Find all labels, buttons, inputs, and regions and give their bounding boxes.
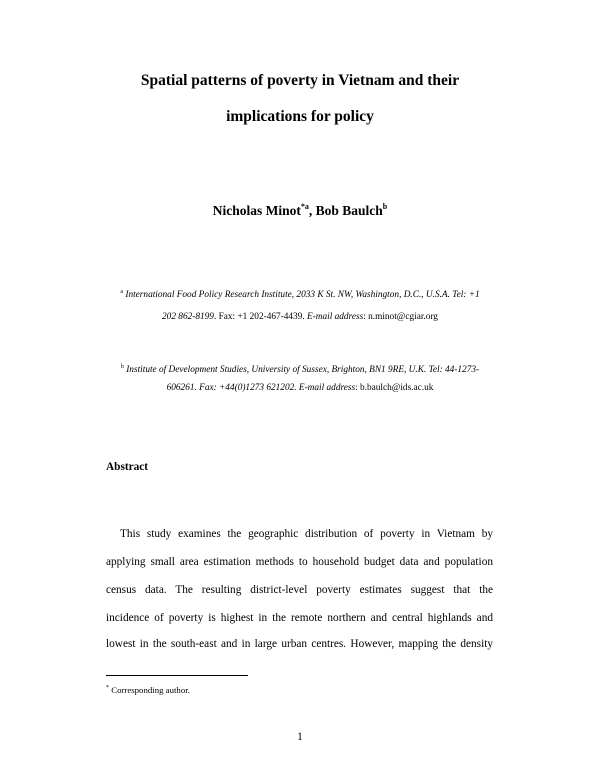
affiliation-b-line-2 [0,382,600,394]
fax-text: . Fax: +1 202-467-4439. [213,312,307,322]
footnote-divider [106,675,248,676]
affiliation-text: International Food Policy Research Institute, 2033 K St. NW, Washington, D.C., U.S.A. Tel: +1 [125,290,480,300]
abstract-line: This study examines the geographic distribution of poverty in Vietnam by [120,528,493,540]
email-address: : n.minot@cgiar.org [363,312,438,322]
author-separator: , [308,203,316,218]
abstract-line: applying small area estimation methods to household budget data and population [106,556,493,568]
footnote-marker: * [106,685,109,691]
abstract-line: incidence of poverty is highest in the remote northern and central highlands and [106,612,493,624]
abstract-heading: Abstract [106,461,149,473]
author-list [0,198,600,220]
abstract-line: lowest in the south-east and in large urban centres. However, mapping the density [106,638,493,650]
author-marker: b [382,202,388,211]
paper-title-line-2: implications for policy [226,108,374,125]
email-address: : b.baulch@ids.ac.uk [355,383,434,393]
affiliation-marker: b [120,364,124,370]
affiliation-a-line-1 [0,286,600,301]
author-name: Nicholas Minot [212,203,301,218]
contact-text: 606261. Fax: +44(0)1273 621202. E-mail address [166,383,356,393]
affiliation-marker: a [120,289,124,295]
page-number: 1 [297,731,303,743]
phone-number: 202 862-8199 [162,312,214,322]
footnote-text: Corresponding author. [109,685,190,695]
email-label: E-mail address [306,312,364,322]
author-marker: *a [300,202,309,211]
abstract-line: census data. The resulting district-level poverty estimates suggest that the [106,584,493,596]
footnote [106,683,190,696]
author-name: Bob Baulch [315,203,383,218]
affiliation-b-line-1 [0,361,600,376]
affiliation-a-line-2 [0,311,600,323]
paper-title-line-1: Spatial patterns of poverty in Vietnam and their [140,72,460,89]
affiliation-text: Institute of Development Studies, University of Sussex, Brighton, BN1 9RE, U.K. Tel: 44-1273- [126,365,480,375]
